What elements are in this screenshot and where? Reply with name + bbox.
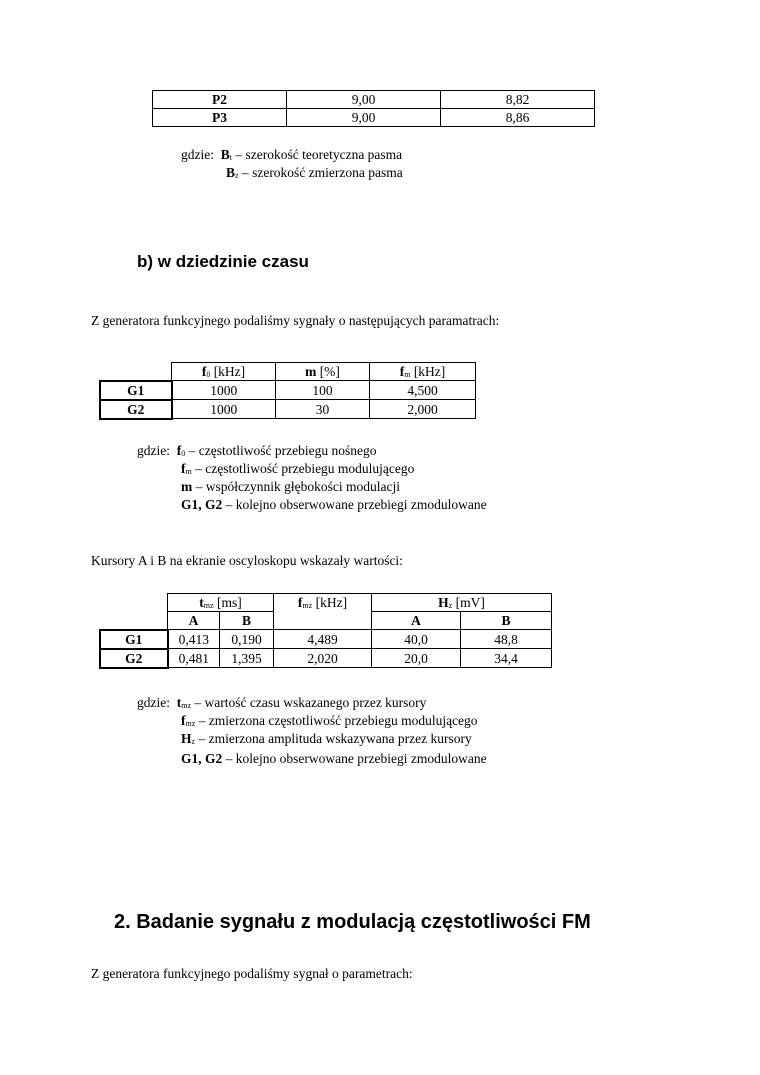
header-tmz: $t_{mz}$ [ms]	[168, 594, 274, 612]
section-heading: b) w dziedzinie czasu	[137, 252, 309, 271]
header-m: m [%]	[276, 363, 370, 381]
subheader-b: B	[220, 612, 274, 630]
legend-subscript: mz	[181, 701, 192, 710]
header-fmz: $f_{mz}$ [kHz]	[274, 594, 372, 630]
table-cell: 1000	[172, 381, 276, 400]
table-cell: 9,00	[287, 91, 441, 109]
row-label: G1	[100, 630, 168, 649]
table-p	[152, 90, 595, 127]
table-row	[100, 630, 552, 649]
row-label: G2	[100, 649, 168, 668]
section-heading: 2. Badanie sygnału z modulacją częstotliwości FM	[114, 911, 591, 933]
table-generator	[99, 362, 476, 420]
table-row	[153, 91, 595, 109]
paragraph: Kursory A i B na ekranie oscyloskopu wskazały wartości:	[91, 553, 403, 568]
row-label: G1	[100, 381, 172, 400]
legend-symbol: f	[176, 443, 182, 458]
legend-text: – współczynnik głębokości modulacji	[192, 479, 400, 494]
legend-symbol: f	[181, 461, 186, 476]
legend-symbol: G1, G2	[181, 497, 223, 512]
legend-text: – szerokość zmierzona pasma	[238, 165, 403, 180]
header-fm: $f_m$ [kHz]	[370, 363, 476, 381]
legend-text: – wartość czasu wskazanego przez kursory	[191, 695, 427, 710]
legend-symbol: t	[176, 695, 182, 710]
subheader-b: B	[461, 612, 552, 630]
header-hz: $H_z$ [mV]	[372, 594, 552, 612]
table-cell: 34,4	[461, 649, 552, 668]
legend-prefix: gdzie:	[137, 695, 170, 710]
legend-symbol: G1, G2	[181, 751, 223, 766]
table-cell: 1,395	[220, 649, 274, 668]
table-cell: 2,020	[274, 649, 372, 668]
legend-symbol: B	[226, 165, 236, 180]
subheader-a: A	[168, 612, 220, 630]
table-cell: 8,82	[441, 91, 595, 109]
table-row	[100, 381, 476, 400]
table-cell: 9,00	[287, 109, 441, 127]
legend-text: – zmierzona częstotliwość przebiegu modulującego	[195, 713, 478, 728]
paragraph: Z generatora funkcyjnego podaliśmy sygnał o parametrach:	[91, 966, 413, 981]
legend-symbol: B	[220, 147, 230, 162]
paragraph: Z generatora funkcyjnego podaliśmy sygnały o następujących paramatrach:	[91, 313, 500, 328]
table-cell: 2,000	[370, 400, 476, 419]
table-cell: 30	[276, 400, 370, 419]
legend-subscript: 0	[181, 449, 186, 458]
legend-text: – częstotliwość przebiegu nośnego	[185, 443, 377, 458]
legend-prefix: gdzie:	[137, 443, 170, 458]
row-label: P2	[153, 91, 287, 109]
table-row	[153, 109, 595, 127]
table-header-row	[100, 594, 552, 612]
legend-text: – zmierzona amplituda wskazywana przez kursory	[195, 731, 472, 746]
table-cell: 0,413	[168, 630, 220, 649]
empty-cell	[100, 612, 168, 630]
header-f0: $f_0$ [kHz]	[172, 363, 276, 381]
table-cell: 8,86	[441, 109, 595, 127]
table-row	[100, 400, 476, 419]
table-cell: 48,8	[461, 630, 552, 649]
legend-bandwidth	[181, 146, 403, 182]
legend-generator	[137, 442, 487, 514]
legend-subscript: m	[185, 467, 192, 476]
legend-symbol: H	[181, 731, 192, 746]
table-cell: 0,190	[220, 630, 274, 649]
table-cell: 4,500	[370, 381, 476, 400]
legend-subscript: z	[235, 171, 239, 180]
legend-text: – częstotliwość przebiegu modulującego	[191, 461, 415, 476]
legend-subscript: mz	[185, 719, 196, 728]
table-cell: 100	[276, 381, 370, 400]
legend-symbol: m	[181, 479, 193, 494]
table-cell: 0,481	[168, 649, 220, 668]
legend-text: – kolejno obserwowane przebiegi zmodulowane	[222, 751, 487, 766]
table-cell: 20,0	[372, 649, 461, 668]
subheader-a: A	[372, 612, 461, 630]
legend-symbol: f	[181, 713, 186, 728]
legend-text: – kolejno obserwowane przebiegi zmodulowane	[222, 497, 487, 512]
table-cell: 4,489	[274, 630, 372, 649]
legend-cursors	[137, 694, 487, 768]
table-cell: 1000	[172, 400, 276, 419]
legend-text: – szerokość teoretyczna pasma	[232, 147, 403, 162]
legend-subscript: z	[191, 737, 196, 746]
table-cell: 40,0	[372, 630, 461, 649]
empty-cell	[100, 594, 168, 612]
legend-prefix: gdzie:	[181, 147, 214, 162]
table-header-row	[100, 363, 476, 381]
table-row	[100, 649, 552, 668]
row-label: P3	[153, 109, 287, 127]
legend-subscript: t	[229, 153, 232, 162]
empty-cell	[100, 363, 172, 381]
table-cursors	[99, 593, 552, 669]
row-label: G2	[100, 400, 172, 419]
